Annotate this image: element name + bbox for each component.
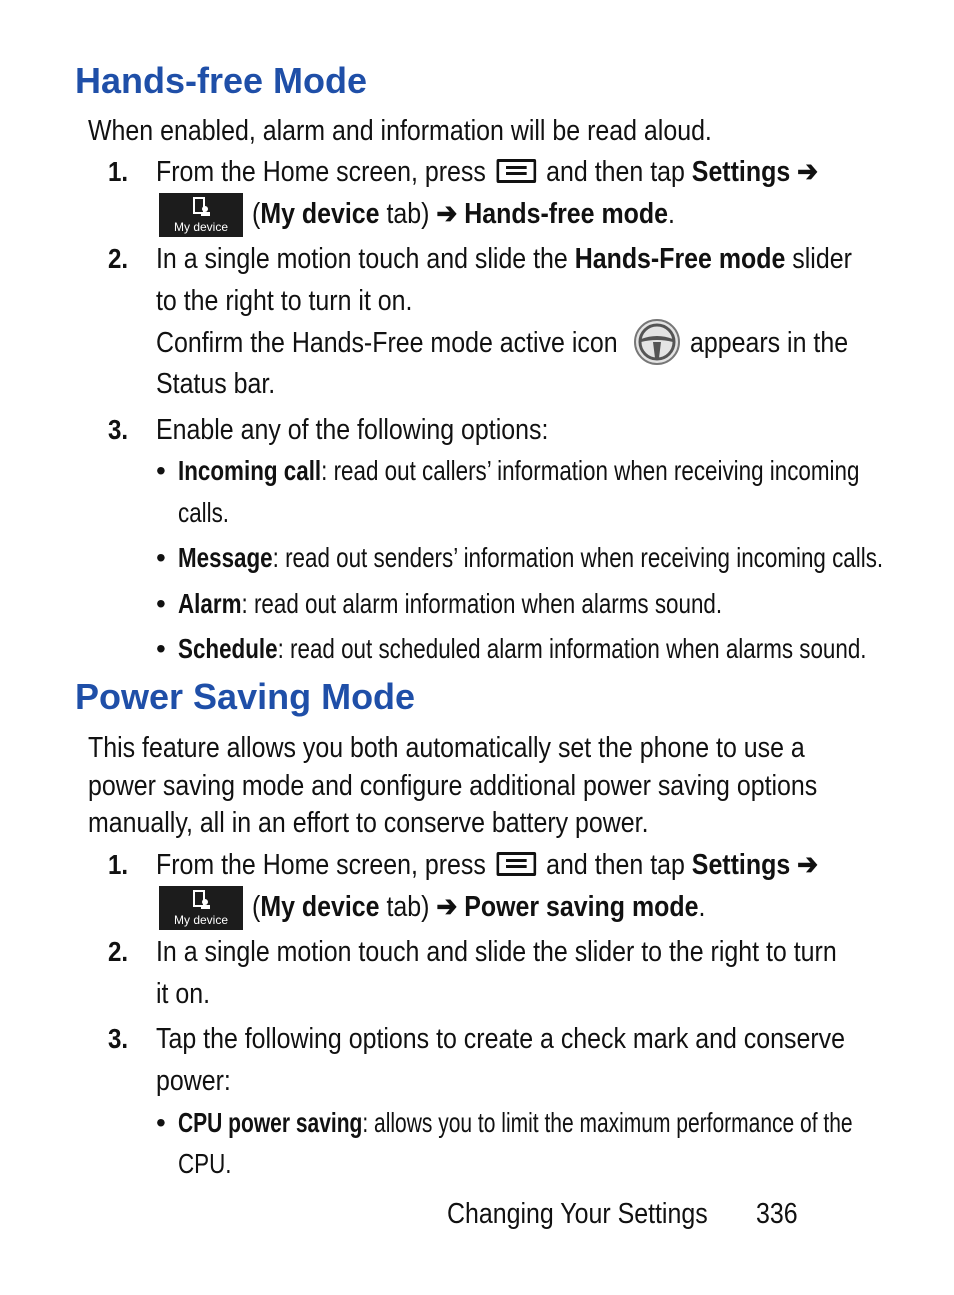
- menu-key-icon: [496, 852, 536, 876]
- footer-section-name: Changing Your Settings: [447, 1198, 708, 1230]
- step-number: 3.: [108, 1023, 129, 1054]
- bullet-item: Alarm: read out alarm information when alarms sound.: [178, 588, 723, 619]
- my-device-tab-icon: My device: [159, 886, 243, 930]
- step-text: power:: [156, 1065, 231, 1097]
- bullet-item-continued: calls.: [178, 497, 230, 528]
- hands-free-mode-icon: [633, 318, 681, 366]
- section-title-power-saving: Power Saving Mode: [75, 676, 416, 717]
- step-text: From the Home screen, press and then tap Settings ➔: [156, 849, 819, 881]
- step-number: 2.: [108, 936, 129, 967]
- device-icon: [191, 890, 211, 910]
- footer-page-number: 336: [756, 1198, 798, 1230]
- step-number: 3.: [108, 414, 129, 445]
- step-text: Confirm the Hands-Free mode active icon: [156, 327, 618, 359]
- bullet-dot: •: [156, 588, 166, 619]
- hands-free-intro: When enabled, alarm and information will be read aloud.: [88, 115, 712, 147]
- step-text: appears in the: [690, 327, 849, 359]
- step-number: 1.: [108, 156, 129, 187]
- step-text: Tap the following options to create a check mark and conserve: [156, 1023, 846, 1055]
- bullet-item: Incoming call: read out callers’ information when receiving incoming: [178, 455, 860, 486]
- bullet-item-continued: CPU.: [178, 1148, 232, 1179]
- step-text: to the right to turn it on.: [156, 285, 413, 317]
- power-saving-intro-line: This feature allows you both automatically set the phone to use a: [88, 732, 805, 764]
- device-icon: [191, 197, 211, 217]
- bullet-dot: •: [156, 455, 166, 486]
- my-device-tab-icon: My device: [159, 193, 243, 237]
- step-number: 2.: [108, 243, 129, 274]
- section-title-hands-free: Hands-free Mode: [75, 60, 368, 101]
- step-text: In a single motion touch and slide the Hands-Free mode slider: [156, 243, 852, 275]
- step-text: In a single motion touch and slide the slider to the right to turn: [156, 936, 837, 968]
- menu-key-icon: [496, 159, 536, 183]
- power-saving-intro-line: manually, all in an effort to conserve battery power.: [88, 807, 649, 839]
- bullet-dot: •: [156, 542, 166, 573]
- bullet-item: Message: read out senders’ information when receiving incoming calls.: [178, 542, 884, 573]
- step-number: 1.: [108, 849, 129, 880]
- bullet-item: Schedule: read out scheduled alarm information when alarms sound.: [178, 633, 867, 664]
- bullet-dot: •: [156, 633, 166, 664]
- step-text: it on.: [156, 978, 211, 1010]
- step-text: Enable any of the following options:: [156, 414, 549, 446]
- step-text: Status bar.: [156, 368, 276, 400]
- step-text: (My device tab) ➔ Power saving mode.: [252, 891, 706, 923]
- power-saving-intro-line: power saving mode and configure additional power saving options: [88, 770, 818, 802]
- step-text: From the Home screen, press and then tap Settings ➔: [156, 156, 819, 188]
- bullet-item: CPU power saving: allows you to limit the maximum performance of the: [178, 1107, 853, 1138]
- bullet-dot: •: [156, 1107, 166, 1138]
- step-text: (My device tab) ➔ Hands-free mode.: [252, 198, 675, 230]
